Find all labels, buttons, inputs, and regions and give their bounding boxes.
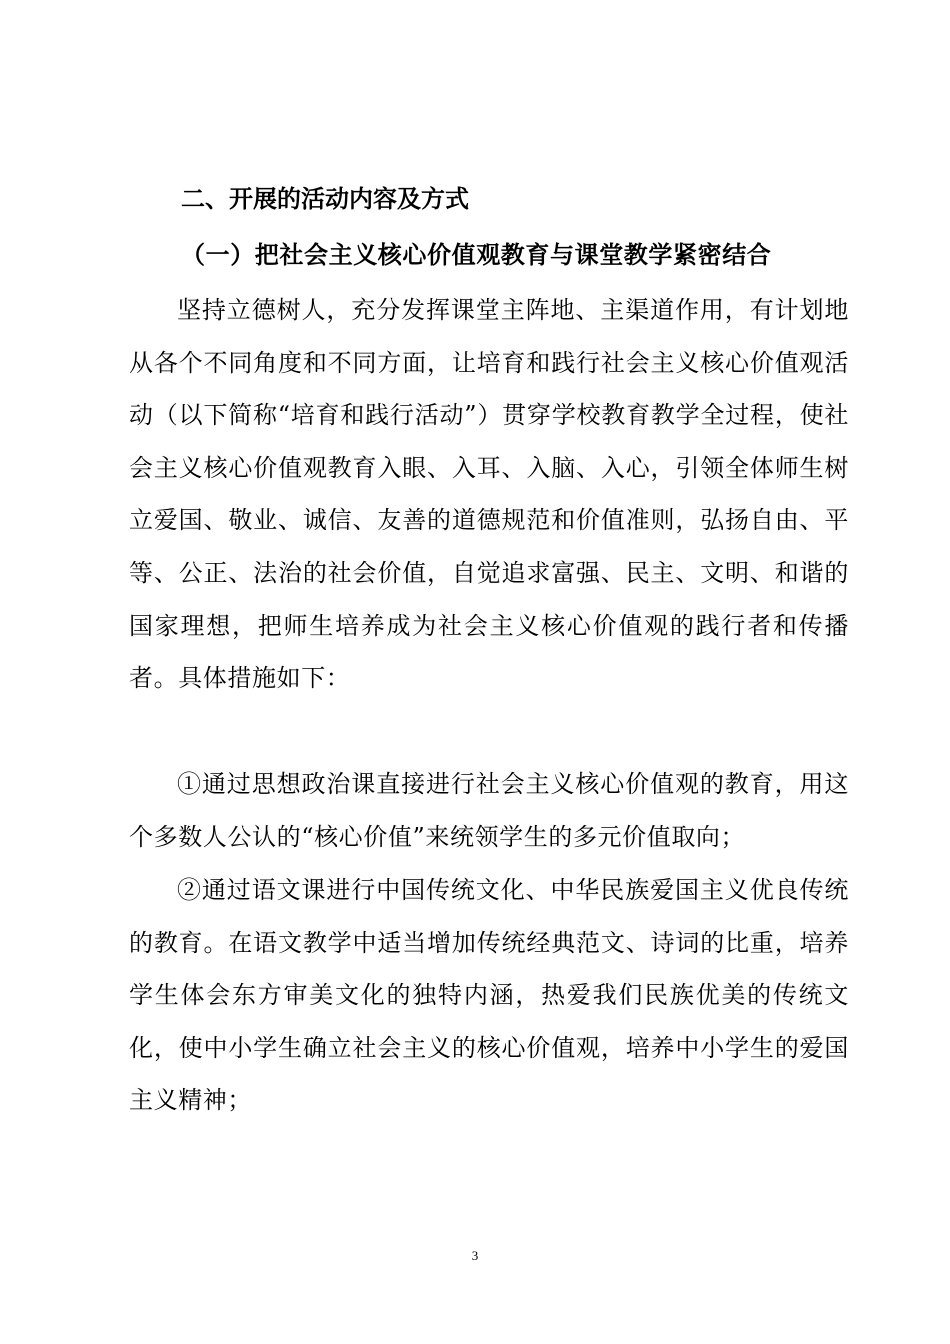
body-paragraph-item-1: ①通过思想政治课直接进行社会主义核心价值观的教育，用这个多数人公认的“核心价值”来统领学生的多元价值取向； <box>129 770 849 851</box>
section-heading: 二、开展的活动内容及方式 <box>181 185 469 213</box>
subsection-heading: （一）把社会主义核心价值观教育与课堂教学紧密结合 <box>181 241 772 269</box>
page-number: 3 <box>471 1248 479 1263</box>
body-paragraph-item-2: ②通过语文课进行中国传统文化、中华民族爱国主义优良传统的教育。在语文教学中适当增加传统经典范文、诗词的比重，培养学生体会东方审美文化的独特内涵，热爱我们民族优美的传统文化，使中小学生确立社会主义的核心价值观，培养中小学生的爱国主义精神； <box>129 876 849 1115</box>
body-paragraph-intro: 坚持立德树人，充分发挥课堂主阵地、主渠道作用，有计划地从各个不同角度和不同方面，让培育和践行社会主义核心价值观活动（以下简称“培育和践行活动”）贯穿学校教育教学全过程，使社会主义核心价值观教育入眼、入耳、入脑、入心，引领全体师生树立爱国、敬业、诚信、友善的道德规范和价值准则，弘扬自由、平等、公正、法治的社会价值，自觉追求富强、民主、文明、和谐的国家理想，把师生培养成为社会主义核心价值观的践行者和传播者。具体措施如下： <box>129 296 849 693</box>
